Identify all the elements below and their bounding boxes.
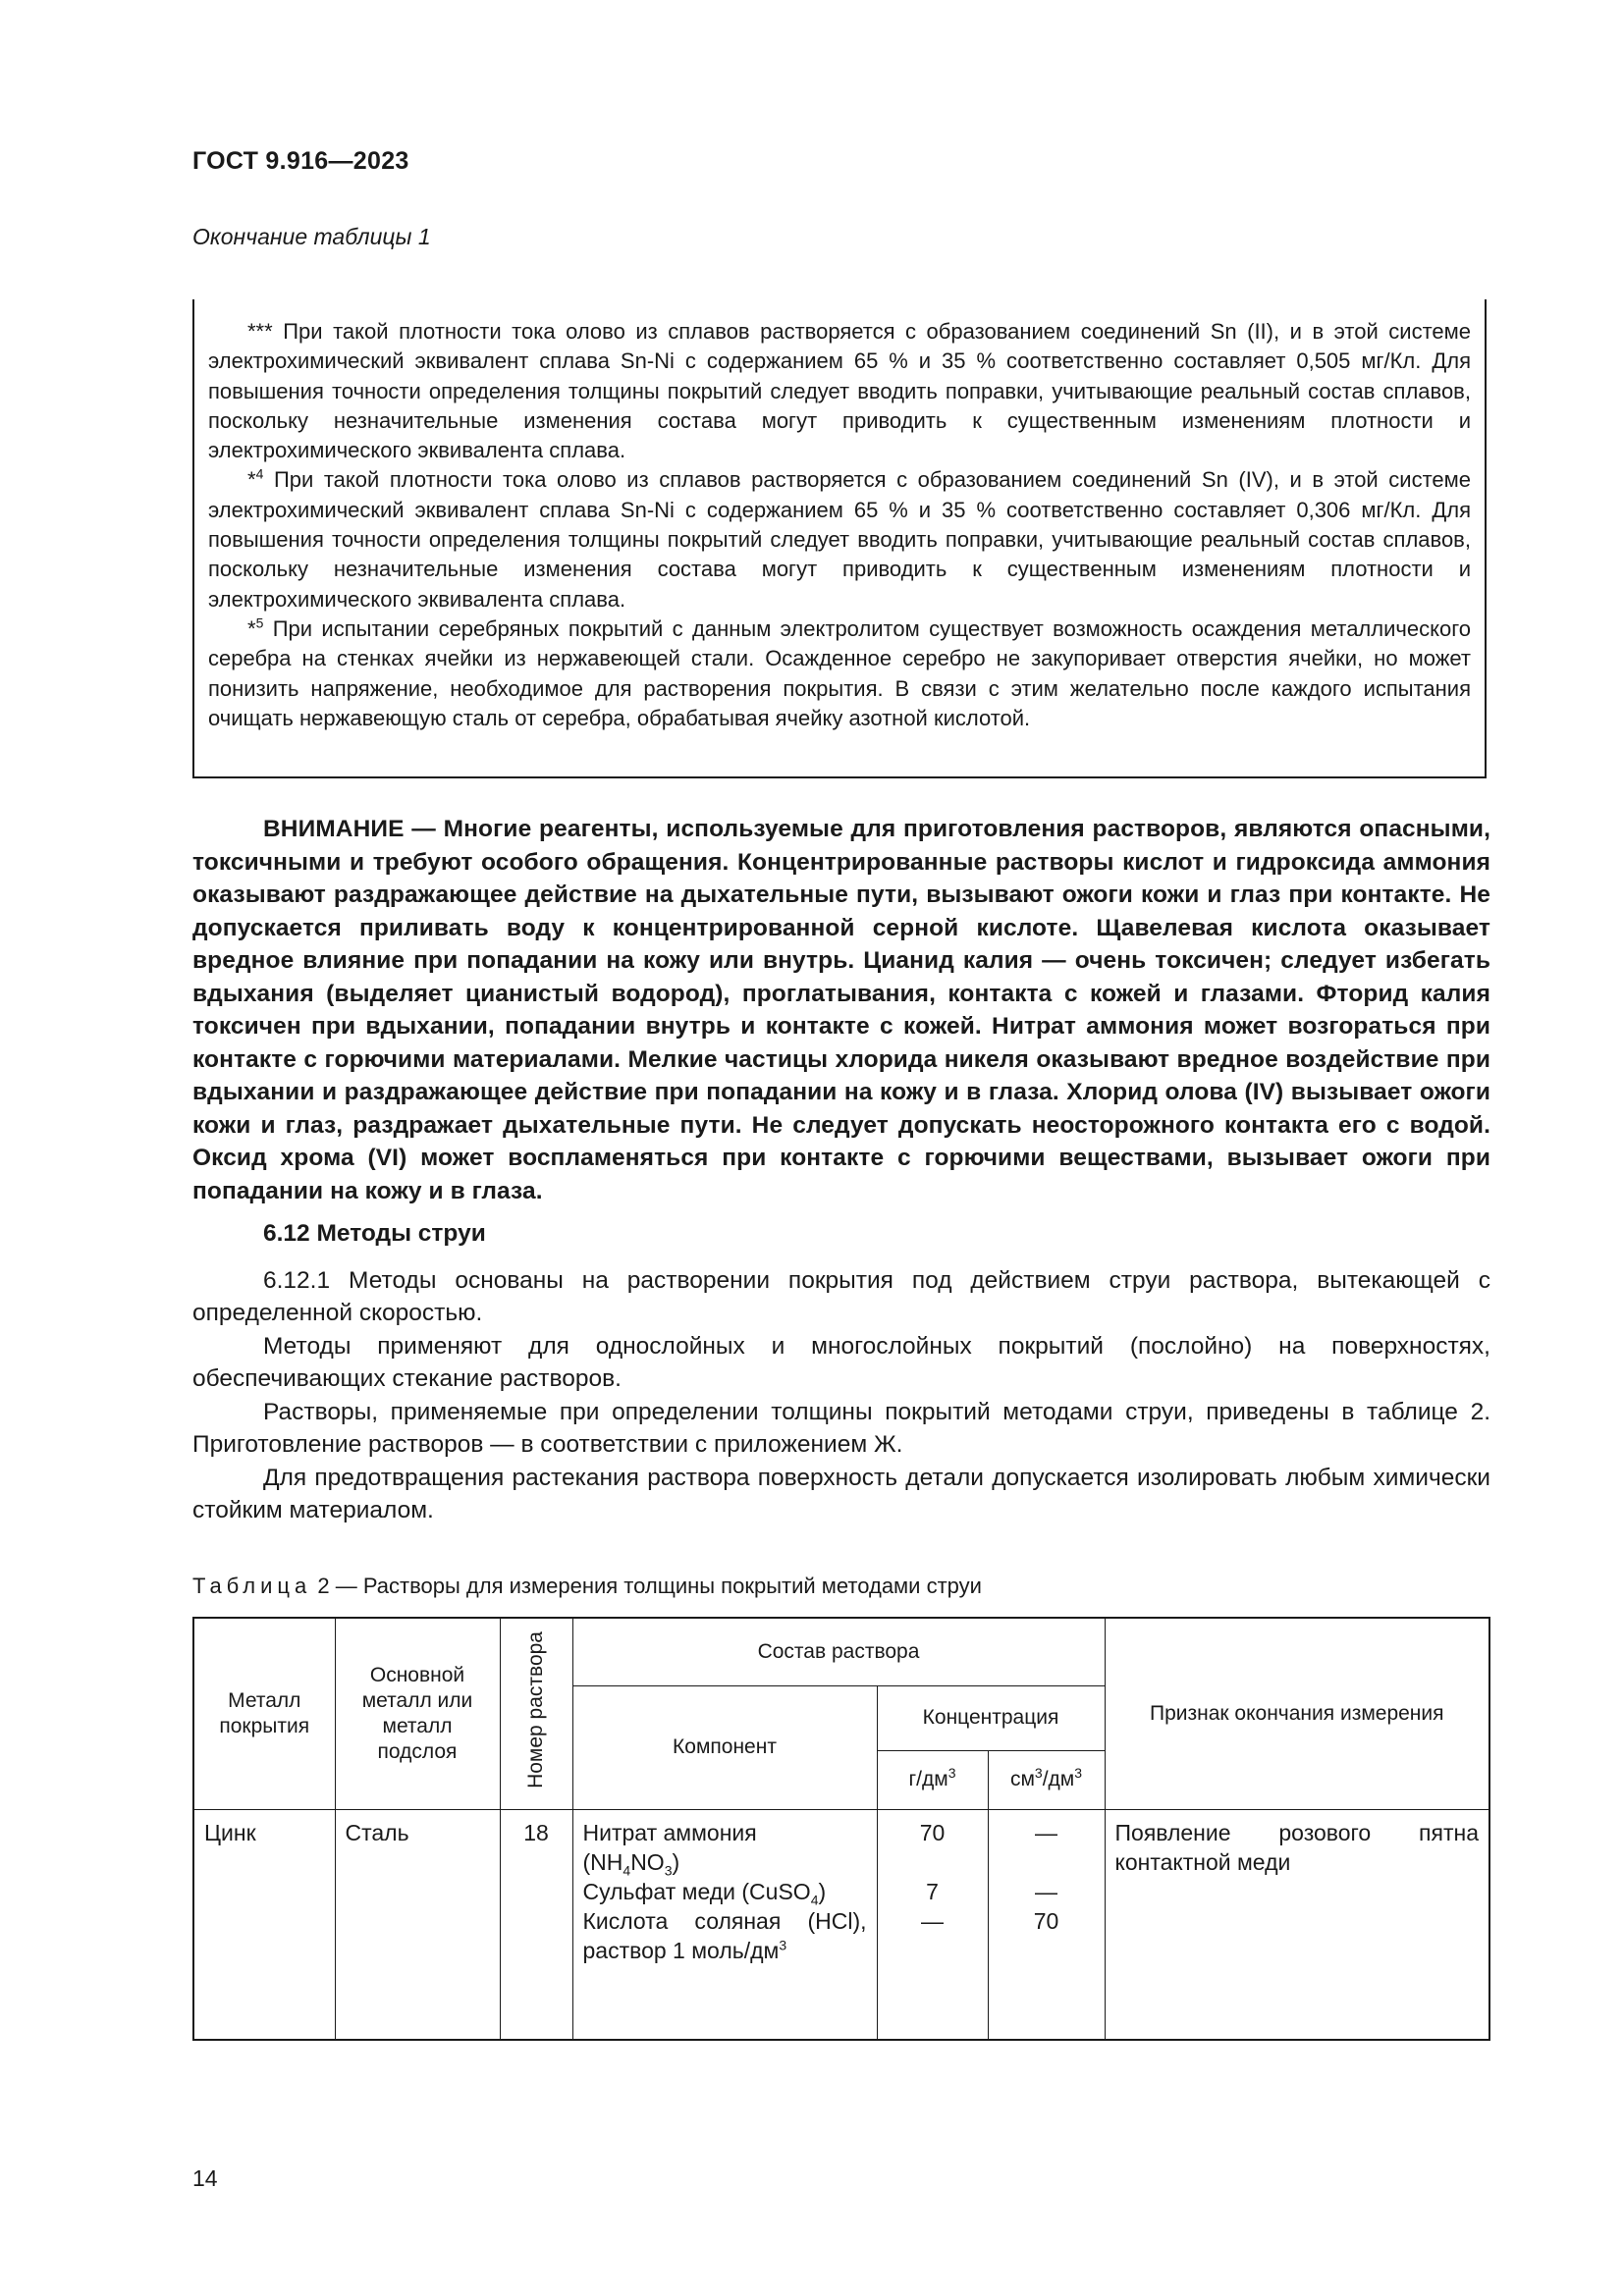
footnote-4-text: При такой плотности тока олово из сплавов растворяется с образованием соединений Sn (IV), и в этой системе электрохимический эквивалент сплава Sn-Ni с содержанием 65 % и 35 % соответственно составляет 0,306 мг/Кл. Для повышения точности определения толщины покрытий следует вводить поправки, учитывающие реальный состав сплавов, поскольку незначительные изменения состава могут приводить к существенным изменениям плотности и электрохимического эквивалента сплава.	[208, 467, 1471, 612]
cell-components	[572, 1809, 877, 2040]
page-number: 14	[192, 2165, 218, 2191]
header-component: Компонент	[572, 1685, 877, 1809]
component-3-text: Кислота соляная (HCl), раствор 1 моль/дм	[582, 1907, 867, 1963]
table-row	[193, 1809, 1489, 2040]
component-1	[583, 1818, 867, 1877]
cell-concentration-cm	[988, 1809, 1105, 2040]
main-body	[192, 813, 1490, 1527]
component-2-a: Сульфат меди (CuSO	[582, 1878, 811, 1904]
component-1-formula-b: NO	[630, 1848, 665, 1875]
component-2-sub: 4	[810, 1892, 819, 1908]
component-1-formula-a: (NH	[582, 1848, 623, 1875]
footnote-3-text: При такой плотности тока олово из сплавов растворяется с образованием соединений Sn (II), и в этой системе электрохимический эквивалент сплава Sn-Ni с содержанием 65 % и 35 % соответственно составляет 0,505 мг/Кл. Для повышения точности определения толщины покрытий следует вводить поправки, учитывающие реальный состав сплавов, поскольку незначительные изменения состава могут приводить к существенным изменениям плотности и электрохимического эквивалента сплава.	[208, 319, 1471, 463]
paragraph-isolation: Для предотвращения растекания раствора поверхность детали допускается изолировать любым химически стойким материалом.	[192, 1464, 1490, 1523]
conc-cm-1: —	[1035, 1819, 1057, 1845]
component-2-b: )	[818, 1878, 827, 1904]
cell-concentration-g	[877, 1809, 988, 2040]
conc-g-1: 70	[919, 1819, 946, 1845]
unit-g-power: 3	[947, 1765, 956, 1781]
table2-caption-text: 2 — Растворы для измерения толщины покрытий методами струи	[311, 1574, 982, 1598]
conc-g-3: —	[921, 1907, 944, 1934]
header-unit-cm	[988, 1750, 1105, 1809]
header-solution-number-text: Номер раствора	[524, 1631, 547, 1789]
component-3-sup: 3	[779, 1936, 787, 1952]
footnote-4-sup: 4	[255, 466, 264, 483]
table-continuation-label: Окончание таблицы 1	[192, 224, 431, 249]
header-coating-metal: Металл покрытия	[193, 1618, 335, 1809]
cell-base-metal: Сталь	[335, 1809, 500, 2040]
component-1-sub-b: 3	[664, 1862, 673, 1879]
header-unit-g	[877, 1750, 988, 1809]
component-1-formula-c: )	[672, 1848, 680, 1875]
unit-cm-power-b: 3	[1074, 1765, 1083, 1781]
component-1-name: Нитрат аммония	[582, 1819, 757, 1845]
footnote-5-star: *	[247, 615, 256, 641]
table2	[192, 1617, 1490, 2041]
cell-end-sign: Появление розового пятна контактной меди	[1105, 1809, 1489, 2040]
unit-cm-power-a: 3	[1034, 1765, 1043, 1781]
component-3	[583, 1906, 867, 1965]
header-solution-number	[500, 1618, 572, 1809]
unit-cm-text-b: /дм	[1042, 1768, 1075, 1790]
table2-caption	[192, 1574, 982, 1599]
footnote-5-sup: 5	[255, 614, 264, 631]
cell-solution-number: 18	[500, 1809, 572, 2040]
footnote-4-star: *	[247, 467, 256, 493]
paragraph-methods: Методы применяют для однослойных и многослойных покрытий (послойно) на поверхностях, обеспечивающих стекание растворов.	[192, 1332, 1490, 1392]
footnote-3-mark: ***	[247, 319, 273, 344]
component-2	[583, 1877, 867, 1906]
header-end-sign: Признак окончания измерения	[1105, 1618, 1489, 1809]
footnote-3	[208, 317, 1471, 465]
unit-g-text: г/дм	[908, 1768, 948, 1790]
conc-cm-2: —	[1035, 1878, 1057, 1904]
paragraph-6-12-1: 6.12.1 Методы основаны на растворении покрытия под действием струи раствора, вытекающей с определенной скоростью.	[192, 1266, 1490, 1326]
table2-caption-word: Таблица	[192, 1574, 312, 1598]
unit-cm-text-a: см	[1009, 1768, 1035, 1790]
conc-cm-3: 70	[1033, 1907, 1059, 1934]
footnote-5-text: При испытании серебряных покрытий с данным электролитом существует возможность осаждения металлического серебра на стенках ячейки из нержавеющей стали. Осажденное серебро не закупоривает отверстия ячейки, но может понизить напряжение, необходимое для растворения покрытия. В связи с этим желательно после каждого испытания очищать нержавеющую сталь от серебра, обрабатывая ячейку азотной кислотой.	[208, 615, 1471, 730]
warning-paragraph: ВНИМАНИЕ — Многие реагенты, используемые для приготовления растворов, являются опасными, токсичными и требуют особого обращения. Концентрированные растворы кислот и гидроксида аммония оказывают раздражающее действие на дыхательные пути, вызывают ожоги кожи и глаз при контакте. Не допускается приливать воду к концентрированной серной кислоте. Щавелевая кислота оказывает вредное влияние при попадании на кожу или внутрь. Цианид калия — очень токсичен; следует избегать вдыхания (выделяет цианистый водород), проглатывания, контакта с кожей и глазами. Фторид калия токсичен при вдыхании, попадании внутрь и контакте с кожей. Нитрат аммония может возгораться при контакте с горючими материалами. Мелкие частицы хлорида никеля оказывают вредное воздействие при вдыхании и раздражающее действие при попадании на кожу и в глаза. Хлорид олова (IV) вызывает ожоги кожи и глаз, раздражает дыхательные пути. Не следует допускать неосторожного контакта его с водой. Оксид хрома (VI) может воспламеняться при контакте с горючими веществами, вызывает ожоги при попадании на кожу и в глаза.	[192, 816, 1490, 1204]
header-composition: Состав раствора	[572, 1618, 1105, 1685]
header-concentration: Концентрация	[877, 1685, 1105, 1750]
header-base-metal: Основной металл или металл подслоя	[335, 1618, 500, 1809]
paragraph-solutions: Растворы, применяемые при определении толщины покрытий методами струи, приведены в таблице 2. Приготовление растворов — в соответствии с приложением Ж.	[192, 1398, 1490, 1458]
conc-g-2: 7	[926, 1878, 939, 1904]
document-code: ГОСТ 9.916—2023	[192, 147, 409, 175]
footnote-4	[208, 465, 1471, 614]
conc-g-spacer	[888, 1847, 978, 1877]
component-1-sub-a: 4	[623, 1862, 631, 1879]
section-heading: 6.12 Методы струи	[263, 1220, 486, 1247]
cell-coating-metal: Цинк	[193, 1809, 335, 2040]
footnote-5	[208, 614, 1471, 733]
table1-footnotes-box	[192, 299, 1487, 778]
conc-cm-spacer	[999, 1847, 1095, 1877]
